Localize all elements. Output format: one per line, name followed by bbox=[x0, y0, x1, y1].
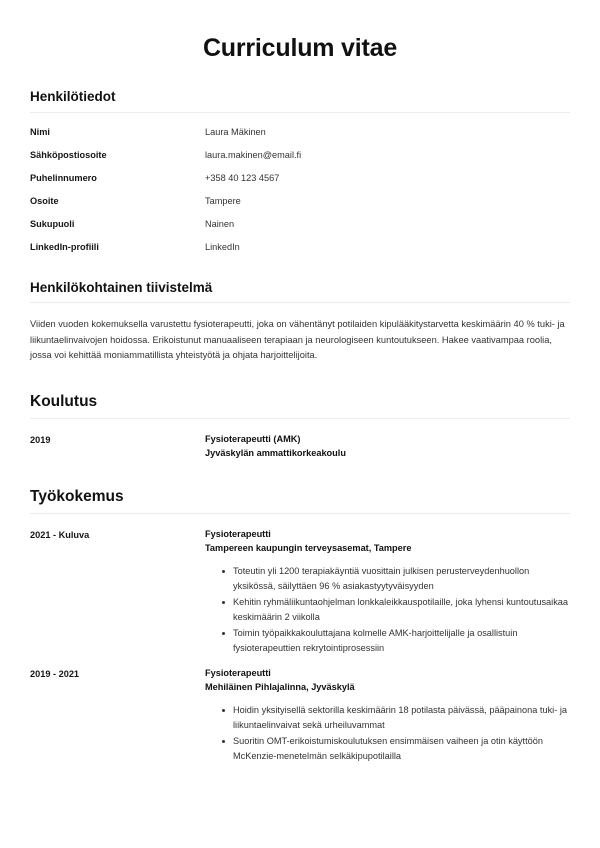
detail-label: Sähköpostiosoite bbox=[30, 149, 107, 160]
section-heading-education: Koulutus bbox=[30, 393, 98, 411]
detail-row-nimi bbox=[30, 127, 570, 139]
education-entry bbox=[30, 433, 570, 461]
detail-row-puhelinnumero bbox=[30, 173, 570, 185]
detail-row-sahkopostiosoite bbox=[30, 150, 570, 162]
list-item: Hoidin yksityisellä sektorilla keskimäärin 18 potilasta päivässä, pääpainona tuki- ja liikuntaelinvaivat sekä urheiluvammat bbox=[222, 703, 570, 733]
section-education bbox=[30, 392, 570, 460]
list-item: Kehitin ryhmäliikuntaohjelman lonkkaleikkauspotilaille, joka lyhensi kuntoutusaikaa keskimäärin 2 viikolla bbox=[222, 595, 570, 625]
detail-value: Nainen bbox=[205, 218, 235, 229]
detail-label: Nimi bbox=[30, 126, 50, 137]
detail-value-linkedin[interactable]: LinkedIn bbox=[205, 241, 240, 252]
education-entry-body bbox=[205, 433, 570, 461]
work-entry-title: Fysioterapeutti bbox=[205, 528, 271, 539]
detail-value: Tampere bbox=[205, 195, 241, 206]
work-entry-period: 2021 - Kuluva bbox=[30, 529, 90, 540]
detail-label: LinkedIn-profiili bbox=[30, 241, 99, 252]
list-item: Suoritin OMT-erikoistumiskoulutuksen ensimmäisen vaiheen ja otin käyttöön McKenzie-menetelmän selkäkipupotilailla bbox=[222, 734, 570, 764]
detail-label: Osoite bbox=[30, 195, 59, 206]
detail-label: Sukupuoli bbox=[30, 218, 75, 229]
education-entry-period: 2019 bbox=[30, 434, 51, 445]
detail-value: laura.makinen@email.fi bbox=[205, 149, 302, 160]
section-heading-personal-details: Henkilötiedot bbox=[30, 89, 116, 104]
work-entry-body bbox=[205, 667, 570, 765]
work-entry-bullet-list bbox=[205, 564, 570, 655]
detail-row-linkedin-profiili bbox=[30, 242, 570, 254]
education-entry-title: Fysioterapeutti (AMK) bbox=[205, 433, 301, 444]
personal-summary-text: Viiden vuoden kokemuksella varustettu fysioterapeutti, joka on vähentänyt potilaiden kipulääkitystarvetta keskimäärin 40 % tuki- ja liikuntaelinvaivojen hoidossa. Erikoistunut manuaaliseen terapiaan ja neurologiseen kuntoutukseen. Hakee vaativampaa roolia, jossa voi kehittää moniammatillista yhteistyötä ja ohjata harjoittelijoita. bbox=[30, 319, 565, 361]
detail-row-sukupuoli bbox=[30, 219, 570, 231]
section-personal-summary bbox=[30, 280, 570, 364]
work-entry-period: 2019 - 2021 bbox=[30, 668, 80, 679]
section-divider bbox=[30, 302, 570, 303]
section-divider bbox=[30, 112, 570, 113]
section-personal-details bbox=[30, 89, 570, 254]
section-heading-work-experience: Työkokemus bbox=[30, 488, 124, 506]
work-entry-organization: Tampereen kaupungin terveysasemat, Tampere bbox=[205, 542, 412, 553]
section-divider bbox=[30, 513, 570, 514]
detail-value: Laura Mäkinen bbox=[205, 126, 266, 137]
work-entry-body bbox=[205, 528, 570, 657]
work-entry-organization: Mehiläinen Pihlajalinna, Jyväskylä bbox=[205, 681, 355, 692]
detail-value: +358 40 123 4567 bbox=[205, 172, 280, 183]
personal-details-list bbox=[30, 127, 570, 254]
work-experience-entry bbox=[30, 667, 570, 765]
section-heading-personal-summary: Henkilökohtainen tiivistelmä bbox=[30, 279, 213, 295]
section-divider bbox=[30, 418, 570, 419]
list-item: Toteutin yli 1200 terapiakäyntiä vuosittain julkisen perusterveydenhuollon yksikössä, säilyttäen 96 % asiakastyytyväisyyden bbox=[222, 564, 570, 594]
detail-label: Puhelinnumero bbox=[30, 172, 97, 183]
list-item: Toimin työpaikkakouluttajana kolmelle AMK-harjoittelijalle ja osallistuin fysioterapeuttien rekrytointiprosessiin bbox=[222, 626, 570, 656]
work-entry-bullet-list bbox=[205, 703, 570, 764]
detail-row-osoite bbox=[30, 196, 570, 208]
section-work-experience bbox=[30, 487, 570, 765]
work-entry-title: Fysioterapeutti bbox=[205, 667, 271, 678]
education-entry-organization: Jyväskylän ammattikorkeakoulu bbox=[205, 447, 346, 458]
work-experience-entry bbox=[30, 528, 570, 657]
page-title: Curriculum vitae bbox=[202, 34, 398, 62]
